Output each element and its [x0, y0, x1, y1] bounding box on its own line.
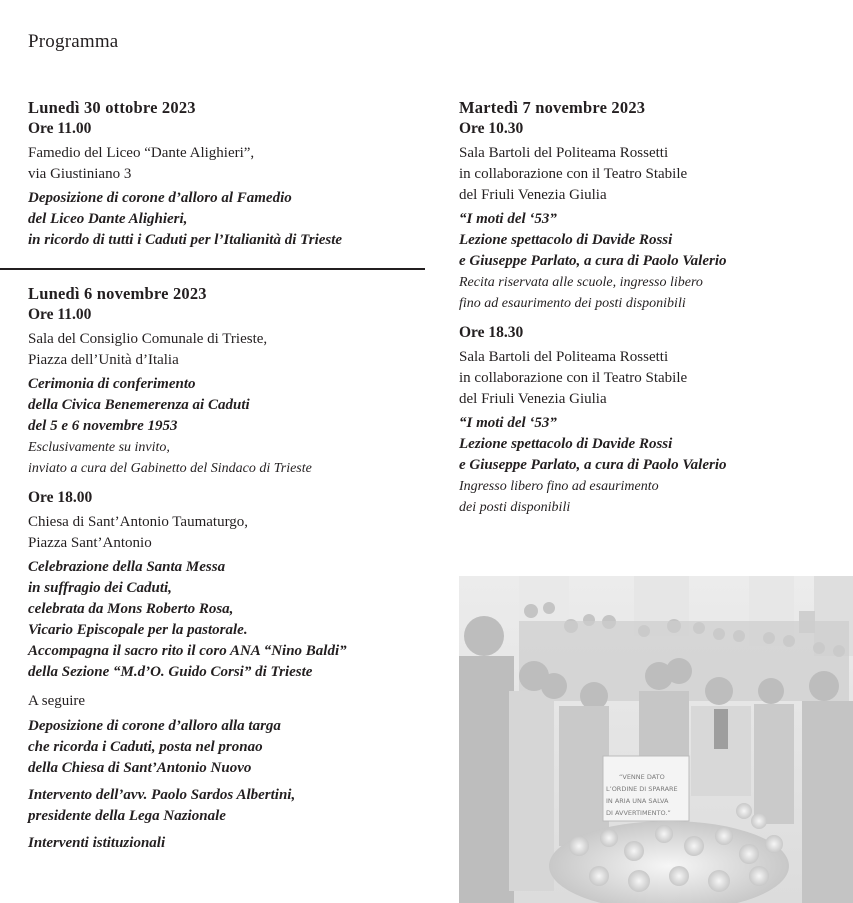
event-venue: [28, 143, 448, 185]
description-line: “I moti del ‘53”: [459, 211, 557, 227]
event-description: [28, 374, 448, 437]
venue-line: via Giustiniano 3: [28, 166, 132, 182]
note-line: Ingresso libero fino ad esaurimento: [459, 479, 659, 494]
venue-line: Chiesa di Sant’Antonio Taumaturgo,: [28, 514, 249, 530]
event-note: [459, 272, 853, 314]
description-line: della Chiesa di Sant’Antonio Nuovo: [28, 760, 252, 776]
sign-text-line: “VENNE DATO: [619, 773, 665, 781]
event-time: Ore 11.00: [28, 120, 92, 137]
event-description: [459, 209, 853, 272]
description-line: e Giuseppe Parlato, a cura di Paolo Valerio: [459, 457, 727, 473]
event-lunedi-30-ottobre: [28, 97, 448, 251]
event-description: [28, 716, 448, 779]
description-line: Vicario Episcopale per la pastorale.: [28, 622, 248, 638]
venue-line: Piazza dell’Unità d’Italia: [28, 352, 179, 368]
page-title: Programma: [28, 31, 119, 52]
section-divider: [0, 268, 425, 270]
event-description: [459, 413, 853, 476]
event-description-speaker: [28, 785, 448, 827]
event-martedi-7-novembre: [459, 97, 853, 518]
note-line: Recita riservata alle scuole, ingresso libero: [459, 275, 703, 290]
venue-line: in collaborazione con il Teatro Stabile: [459, 166, 688, 182]
description-line: Lezione spettacolo di Davide Rossi: [459, 436, 673, 452]
event-description-institutional: [28, 833, 448, 854]
event-note: [459, 476, 853, 518]
venue-line: Piazza Sant’Antonio: [28, 535, 152, 551]
event-time: Ore 18.00: [28, 489, 93, 506]
event-date: Lunedì 30 ottobre 2023: [28, 98, 196, 117]
note-line: fino ad esaurimento dei posti disponibili: [459, 296, 686, 311]
venue-line: in collaborazione con il Teatro Stabile: [459, 370, 688, 386]
description-line: della Sezione “M.d’O. Guido Corsi” di Trieste: [28, 664, 313, 680]
description-line: Cerimonia di conferimento: [28, 376, 196, 392]
event-time: Ore 18.30: [459, 324, 524, 341]
description-line: della Civica Benemerenza ai Caduti: [28, 397, 250, 413]
photo-illustration: [459, 576, 853, 903]
description-line: Accompagna il sacro rito il coro ANA “Nino Baldi”: [28, 643, 347, 659]
venue-line: Sala Bartoli del Politeama Rossetti: [459, 145, 669, 161]
sign-text-line: IN ARIA UNA SALVA: [606, 797, 669, 805]
note-line: Esclusivamente su invito,: [28, 440, 170, 455]
event-venue: [28, 512, 448, 554]
description-line: del Liceo Dante Alighieri,: [28, 211, 188, 227]
venue-line: del Friuli Venezia Giulia: [459, 187, 607, 203]
description-line: in ricordo di tutti i Caduti per l’Italianità di Trieste: [28, 232, 343, 248]
event-venue: [28, 329, 448, 371]
note-line: dei posti disponibili: [459, 500, 571, 515]
event-description: [28, 188, 448, 251]
event-time: A seguire: [28, 693, 86, 709]
note-line: inviato a cura del Gabinetto del Sindaco di Trieste: [28, 461, 312, 476]
event-date: Lunedì 6 novembre 2023: [28, 284, 207, 303]
description-line: Deposizione di corone d’alloro alla targa: [28, 718, 281, 734]
description-line: in suffragio dei Caduti,: [28, 580, 172, 596]
event-lunedi-6-novembre: [28, 283, 448, 854]
description-line: del 5 e 6 novembre 1953: [28, 418, 178, 434]
description-line: Lezione spettacolo di Davide Rossi: [459, 232, 673, 248]
event-time: Ore 11.00: [28, 306, 92, 323]
description-line: che ricorda i Caduti, posta nel pronao: [28, 739, 263, 755]
description-line: Deposizione di corone d’alloro al Famedio: [28, 190, 292, 206]
event-venue: [459, 347, 853, 410]
description-line: celebrata da Mons Roberto Rosa,: [28, 601, 234, 617]
event-description: [28, 557, 448, 683]
venue-line: del Friuli Venezia Giulia: [459, 391, 607, 407]
event-note: [28, 437, 448, 479]
description-line: Interventi istituzionali: [28, 835, 166, 851]
event-time: Ore 10.30: [459, 120, 524, 137]
venue-line: Famedio del Liceo “Dante Alighieri”,: [28, 145, 255, 161]
sign-text-line: DI AVVERTIMENTO.”: [606, 809, 671, 817]
description-line: e Giuseppe Parlato, a cura di Paolo Valerio: [459, 253, 727, 269]
event-venue: [459, 143, 853, 206]
description-line: Intervento dell’avv. Paolo Sardos Albertini,: [28, 787, 296, 803]
historic-crowd-photo: [459, 576, 853, 903]
event-date: Martedì 7 novembre 2023: [459, 98, 646, 117]
description-line: Celebrazione della Santa Messa: [28, 559, 226, 575]
venue-line: Sala Bartoli del Politeama Rossetti: [459, 349, 669, 365]
sign-text-line: L’ORDINE DI SPARARE: [606, 785, 678, 793]
description-line: “I moti del ‘53”: [459, 415, 557, 431]
description-line: presidente della Lega Nazionale: [28, 808, 226, 824]
venue-line: Sala del Consiglio Comunale di Trieste,: [28, 331, 268, 347]
